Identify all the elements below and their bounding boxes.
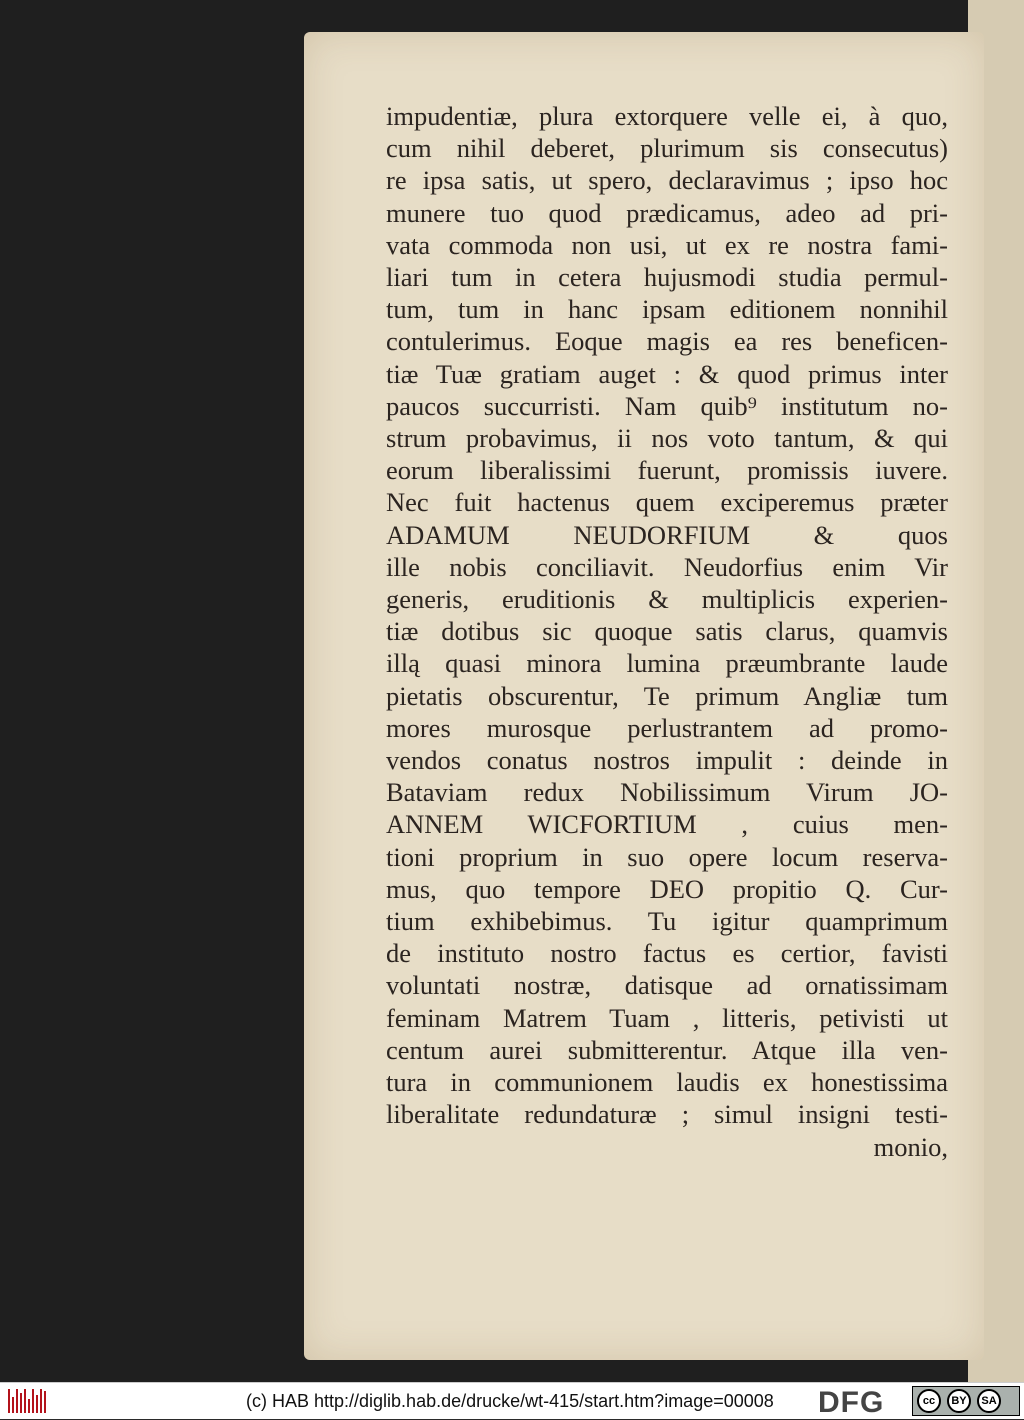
cc-license-badge[interactable] [912,1386,1020,1416]
text-line: contulerimus. Eoque magis ea res beneficen- [386,326,948,357]
text-line: tium exhibebimus. Tu igitur quamprimum [386,906,948,937]
text-line: ille nobis conciliavit. Neudorfius enim Vir [386,551,948,582]
text-line: voluntati nostræ, datisque ad ornatissimam [386,970,948,1001]
book-page [304,32,984,1360]
text-line: liari tum in cetera hujusmodi studia permul- [386,262,948,293]
text-line: feminam Matrem Tuam , litteris, petivisti ut [386,1002,948,1033]
cc-icon: cc [917,1389,941,1413]
text-line: paucos succurristi. Nam quib⁹ institutum no- [386,390,948,421]
text-line: eorum liberalissimi fuerunt, promissis iuvere. [386,455,948,486]
text-line: tiæ Tuæ gratiam auget : & quod primus inter [386,358,948,389]
text-line: generis, eruditionis & multiplicis experien- [386,584,948,615]
catchword: monio, [873,1131,948,1162]
page-text [386,100,948,1163]
sa-icon: SA [977,1389,1001,1413]
text-line: munere tuo quod prædicamus, adeo ad pri- [386,197,948,228]
text-line: Nec fuit hactenus quem exciperemus præter [386,487,948,518]
text-line: tioni proprium in suo opere locum reserva- [386,841,948,872]
text-line: de instituto nostro factus es certior, favisti [386,938,948,969]
text-line: cum nihil deberet, plurimum sis consecutus) [386,133,948,164]
footer-bar [0,1382,1024,1419]
text-line: vendos conatus nostros impulit : deinde in [386,745,948,776]
text-line: strum probavimus, ii nos voto tantum, & qui [386,423,948,454]
text-line: ANNEM WICFORTIUM , cuius men- [386,809,948,840]
hab-logo-icon[interactable] [8,1389,46,1413]
dfg-logo[interactable]: DFG [818,1386,885,1419]
text-line: tum, tum in hanc ipsam editionem nonnihil [386,294,948,325]
text-line: tiæ dotibus sic quoque satis clarus, quamvis [386,616,948,647]
text-line: impudentiæ, plura extorquere velle ei, à quo, [386,101,948,131]
text-line: vata commoda non usi, ut ex re nostra fami- [386,229,948,260]
text-line: liberalitate redundaturæ ; simul insigni testi- [386,1099,948,1130]
text-line: centum aurei submitterentur. Atque illa ven- [386,1034,948,1065]
text-line: pietatis obscurentur, Te primum Angliæ tum [386,680,948,711]
text-line: ADAMUM NEUDORFIUM & quos [386,519,948,550]
text-line: mores murosque perlustrantem ad promo- [386,712,948,743]
by-icon: BY [947,1389,971,1413]
text-line: re ipsa satis, ut spero, declaravimus ; ipso hoc [386,165,948,196]
text-line: tura in communionem laudis ex honestissima [386,1067,948,1098]
text-line: mus, quo tempore DEO propitio Q. Cur- [386,873,948,904]
text-line: Bataviam redux Nobilissimum Virum JO- [386,777,948,808]
copyright-link[interactable]: (c) HAB http://diglib.hab.de/drucke/wt-415/start.htm?image=00008 [246,1391,774,1411]
text-line: illą quasi minora lumina præumbrante laude [386,648,948,679]
